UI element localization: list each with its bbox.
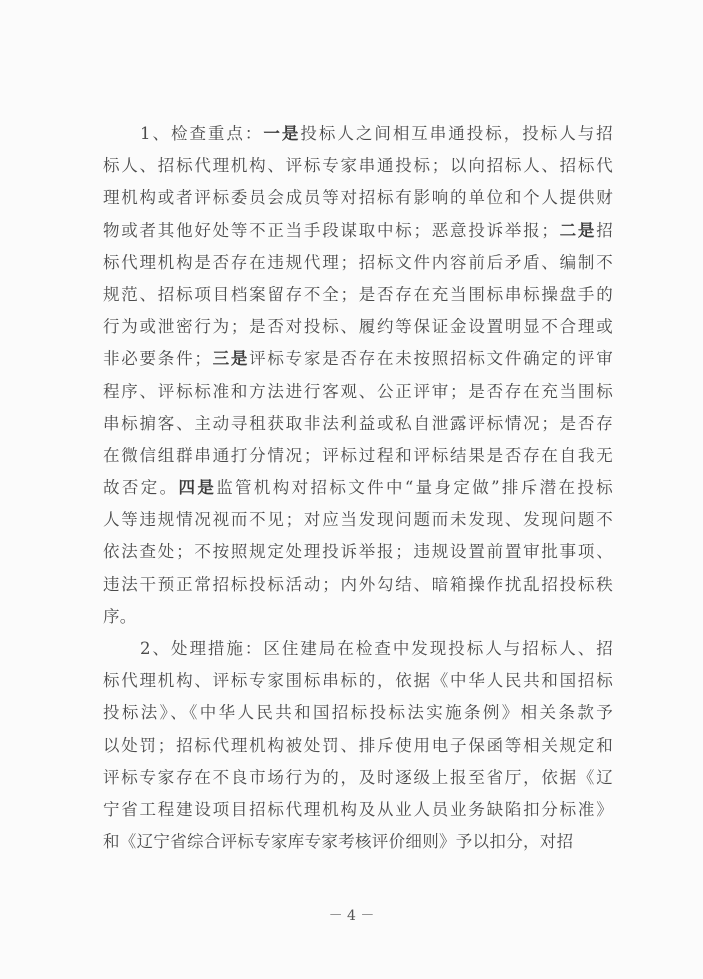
text-segment: 行为或泄密行为；是否对投标、履约等保证金设置明显不合理或 [103,317,613,337]
text-segment: 程序、评标标准和方法进行客观、公正评审；是否存在充当围标 [103,381,613,401]
text-segment: 投标法》、《中华人民共和国招标投标法实施条例》相关条款予 [103,703,613,723]
text-line [103,697,613,729]
text-segment: 人等违规情况视而不见；对应当发现问题而未发现、发现问题不 [103,510,613,530]
emphasis-marker: 三是 [211,349,250,369]
text-segment: 标人、招标代理机构、评标专家串通投标；以向招标人、招标代 [103,156,613,176]
text-line [103,247,613,279]
text-line [103,504,613,536]
text-segment: 以处罚；招标代理机构被处罚、排斥使用电子保函等相关规定和 [103,735,613,755]
text-segment: 违法干预正常招标投标活动；内外勾结、暗箱操作扰乱招投标秩 [103,574,613,594]
text-line [103,150,613,182]
text-line [103,633,613,665]
text-line [103,343,613,375]
text-segment: 评标专家是否存在未按照招标文件确定的评审 [249,349,613,369]
emphasis-marker: 二是 [558,220,597,240]
text-segment: 监管机构对招标文件中“量身定做”排斥潜在投标 [216,478,613,498]
document-body [103,118,613,858]
text-segment: 串标掮客、主动寻租获取非法利益或私自泄露评标情况；是否存 [103,413,613,433]
text-line [103,440,613,472]
text-line [103,182,613,214]
text-segment: 故否定。 [103,478,179,498]
emphasis-marker: 四是 [178,478,217,498]
text-line [103,762,613,794]
text-segment: 2、处理措施：区住建局在检查中发现投标人与招标人、招 [103,639,613,658]
text-segment: 1、检查重点： [103,124,264,143]
page-number: － 4 － [328,908,375,924]
text-line [103,826,613,858]
text-line [103,665,613,697]
text-line [103,569,613,601]
text-segment: 依法查处；不按照规定处理投诉举报；违规设置前置审批事项、 [103,542,613,562]
text-line [103,472,613,504]
text-segment: 招 [596,220,613,240]
text-segment: 理机构或者评标委员会成员等对招标有影响的单位和个人提供财 [103,188,613,208]
text-line [103,730,613,762]
text-segment: 在微信组群串通打分情况；评标过程和评标结果是否存在自我无 [103,445,613,465]
text-line [103,279,613,311]
emphasis-marker: 一是 [263,124,301,143]
text-line [103,215,613,247]
text-segment: 投标人之间相互串通投标，投标人与招 [300,124,613,143]
text-line [103,536,613,568]
text-segment: 规范、招标项目档案留存不全；是否存在充当围标串标操盘手的 [103,284,613,304]
text-segment: 标代理机构、评标专家围标串标的，依据《中华人民共和国招标 [103,671,613,691]
text-segment: 非必要条件； [103,349,212,369]
text-segment: 物或者其他好处等不正当手段谋取中标；恶意投诉举报； [103,220,559,240]
text-segment: 标代理机构是否存在违规代理；招标文件内容前后矛盾、编制不 [103,252,613,272]
text-segment: 和《辽宁省综合评标专家库专家考核评价细则》予以扣分，对招 [103,832,574,852]
text-line [103,794,613,826]
text-line [103,118,613,150]
text-segment: 评标专家存在不良市场行为的，及时逐级上报至省厅，依据《辽 [103,767,613,787]
text-segment: 序。 [103,606,137,626]
text-line [103,311,613,343]
text-line [103,376,613,408]
text-segment: 宁省工程建设项目招标代理机构及从业人员业务缺陷扣分标准》 [103,799,613,819]
text-line [103,601,613,633]
text-line [103,408,613,440]
